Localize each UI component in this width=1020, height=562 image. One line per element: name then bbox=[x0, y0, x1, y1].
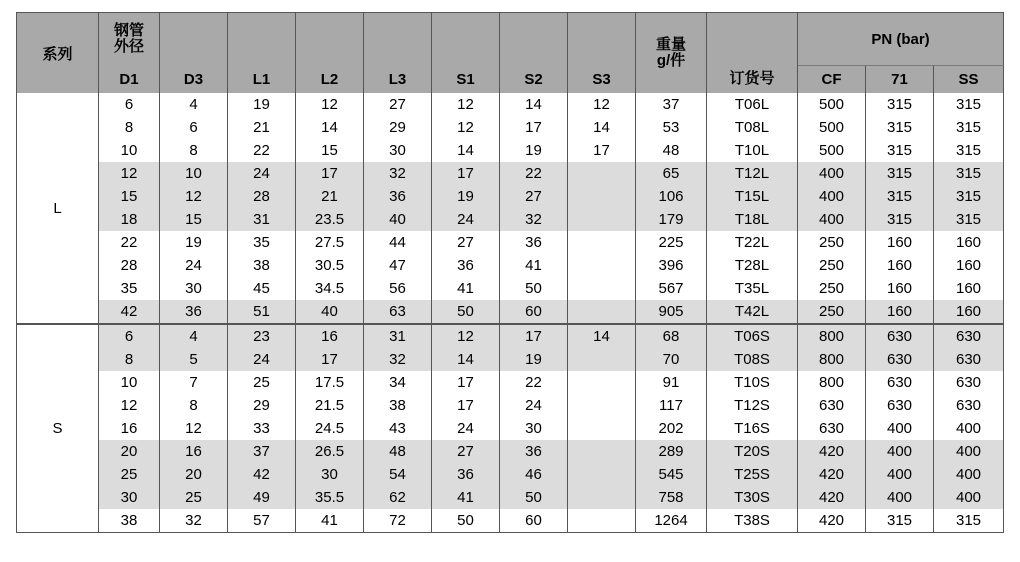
cell-l1: 29 bbox=[228, 394, 296, 417]
cell-pn-cf: 250 bbox=[798, 300, 866, 324]
cell-weight: 68 bbox=[636, 324, 707, 348]
cell-pn-ss: 160 bbox=[934, 254, 1004, 277]
cell-d1: 10 bbox=[99, 139, 160, 162]
cell-pn-71: 315 bbox=[866, 208, 934, 231]
cell-pn-ss: 315 bbox=[934, 162, 1004, 185]
cell-pn-71: 160 bbox=[866, 277, 934, 300]
cell-l2: 35.5 bbox=[296, 486, 364, 509]
cell-d3: 19 bbox=[160, 231, 228, 254]
cell-l2: 21.5 bbox=[296, 394, 364, 417]
cell-d3: 25 bbox=[160, 486, 228, 509]
cell-d1: 22 bbox=[99, 231, 160, 254]
cell-weight: 91 bbox=[636, 371, 707, 394]
cell-s2: 24 bbox=[500, 394, 568, 417]
cell-pn-71: 400 bbox=[866, 440, 934, 463]
cell-pn-71: 400 bbox=[866, 486, 934, 509]
cell-d3: 15 bbox=[160, 208, 228, 231]
header-L2: L2 bbox=[296, 13, 364, 94]
cell-s1: 14 bbox=[432, 348, 500, 371]
cell-order-no: T16S bbox=[707, 417, 798, 440]
cell-l2: 40 bbox=[296, 300, 364, 324]
cell-l1: 25 bbox=[228, 371, 296, 394]
cell-s1: 36 bbox=[432, 254, 500, 277]
cell-pn-cf: 420 bbox=[798, 486, 866, 509]
cell-l2: 16 bbox=[296, 324, 364, 348]
cell-l3: 30 bbox=[364, 139, 432, 162]
cell-l2: 27.5 bbox=[296, 231, 364, 254]
header-D3: D3 bbox=[160, 13, 228, 94]
table-row bbox=[17, 162, 1004, 185]
cell-s3 bbox=[568, 348, 636, 371]
cell-weight: 905 bbox=[636, 300, 707, 324]
table-row bbox=[17, 417, 1004, 440]
cell-s1: 19 bbox=[432, 185, 500, 208]
header-S2: S2 bbox=[500, 13, 568, 94]
cell-l1: 22 bbox=[228, 139, 296, 162]
cell-weight: 545 bbox=[636, 463, 707, 486]
cell-s1: 36 bbox=[432, 463, 500, 486]
cell-l2: 26.5 bbox=[296, 440, 364, 463]
cell-d3: 32 bbox=[160, 509, 228, 533]
header-S1: S1 bbox=[432, 13, 500, 94]
cell-s3 bbox=[568, 208, 636, 231]
cell-weight: 1264 bbox=[636, 509, 707, 533]
cell-d3: 10 bbox=[160, 162, 228, 185]
cell-l3: 32 bbox=[364, 348, 432, 371]
cell-order-no: T42L bbox=[707, 300, 798, 324]
cell-weight: 53 bbox=[636, 116, 707, 139]
cell-weight: 65 bbox=[636, 162, 707, 185]
table-row bbox=[17, 116, 1004, 139]
cell-l1: 23 bbox=[228, 324, 296, 348]
cell-pn-71: 315 bbox=[866, 162, 934, 185]
cell-order-no: T08S bbox=[707, 348, 798, 371]
cell-pn-cf: 800 bbox=[798, 348, 866, 371]
cell-pn-71: 400 bbox=[866, 417, 934, 440]
cell-pn-cf: 250 bbox=[798, 277, 866, 300]
cell-d1: 42 bbox=[99, 300, 160, 324]
table-row bbox=[17, 509, 1004, 533]
header-pipe-od: 钢管 外径 bbox=[99, 13, 160, 66]
cell-pn-ss: 315 bbox=[934, 208, 1004, 231]
cell-pn-cf: 400 bbox=[798, 185, 866, 208]
cell-pn-ss: 400 bbox=[934, 417, 1004, 440]
cell-s3 bbox=[568, 417, 636, 440]
fitting-spec-table bbox=[16, 12, 1004, 533]
cell-d3: 8 bbox=[160, 394, 228, 417]
cell-l2: 17 bbox=[296, 162, 364, 185]
table-row bbox=[17, 463, 1004, 486]
cell-s3 bbox=[568, 440, 636, 463]
cell-l2: 15 bbox=[296, 139, 364, 162]
cell-l3: 29 bbox=[364, 116, 432, 139]
cell-weight: 567 bbox=[636, 277, 707, 300]
header-weight: 重量 g/件 bbox=[636, 13, 707, 94]
cell-d3: 7 bbox=[160, 371, 228, 394]
cell-s1: 14 bbox=[432, 139, 500, 162]
cell-pn-71: 400 bbox=[866, 463, 934, 486]
cell-pn-71: 630 bbox=[866, 371, 934, 394]
table-row bbox=[17, 185, 1004, 208]
cell-l1: 37 bbox=[228, 440, 296, 463]
cell-pn-cf: 420 bbox=[798, 509, 866, 533]
cell-pn-ss: 160 bbox=[934, 277, 1004, 300]
cell-l1: 49 bbox=[228, 486, 296, 509]
cell-l2: 21 bbox=[296, 185, 364, 208]
cell-pn-ss: 315 bbox=[934, 139, 1004, 162]
cell-l1: 19 bbox=[228, 93, 296, 116]
cell-s2: 22 bbox=[500, 162, 568, 185]
cell-order-no: T28L bbox=[707, 254, 798, 277]
cell-d3: 4 bbox=[160, 324, 228, 348]
header-SS: SS bbox=[934, 66, 1004, 94]
cell-s3: 14 bbox=[568, 116, 636, 139]
cell-s2: 50 bbox=[500, 486, 568, 509]
cell-pn-ss: 630 bbox=[934, 371, 1004, 394]
cell-d1: 35 bbox=[99, 277, 160, 300]
cell-s3 bbox=[568, 486, 636, 509]
cell-l3: 34 bbox=[364, 371, 432, 394]
cell-l2: 30 bbox=[296, 463, 364, 486]
cell-l1: 21 bbox=[228, 116, 296, 139]
table-header bbox=[17, 13, 1004, 94]
cell-pn-71: 630 bbox=[866, 394, 934, 417]
cell-l3: 36 bbox=[364, 185, 432, 208]
cell-s1: 17 bbox=[432, 394, 500, 417]
cell-pn-71: 630 bbox=[866, 348, 934, 371]
cell-pn-71: 160 bbox=[866, 300, 934, 324]
cell-s3 bbox=[568, 254, 636, 277]
cell-order-no: T06S bbox=[707, 324, 798, 348]
cell-l2: 24.5 bbox=[296, 417, 364, 440]
cell-weight: 106 bbox=[636, 185, 707, 208]
cell-order-no: T22L bbox=[707, 231, 798, 254]
cell-s2: 36 bbox=[500, 440, 568, 463]
cell-s2: 27 bbox=[500, 185, 568, 208]
cell-weight: 179 bbox=[636, 208, 707, 231]
cell-s3 bbox=[568, 231, 636, 254]
cell-d3: 4 bbox=[160, 93, 228, 116]
header-S3: S3 bbox=[568, 13, 636, 94]
cell-pn-ss: 315 bbox=[934, 116, 1004, 139]
cell-weight: 117 bbox=[636, 394, 707, 417]
cell-order-no: T20S bbox=[707, 440, 798, 463]
cell-weight: 202 bbox=[636, 417, 707, 440]
cell-d1: 6 bbox=[99, 324, 160, 348]
cell-s1: 12 bbox=[432, 93, 500, 116]
cell-l3: 62 bbox=[364, 486, 432, 509]
cell-d1: 6 bbox=[99, 93, 160, 116]
cell-order-no: T12S bbox=[707, 394, 798, 417]
cell-s1: 50 bbox=[432, 509, 500, 533]
header-D1: D1 bbox=[99, 66, 160, 94]
cell-s3: 17 bbox=[568, 139, 636, 162]
cell-pn-cf: 420 bbox=[798, 440, 866, 463]
cell-s3: 14 bbox=[568, 324, 636, 348]
cell-s1: 50 bbox=[432, 300, 500, 324]
cell-order-no: T10S bbox=[707, 371, 798, 394]
cell-s1: 17 bbox=[432, 162, 500, 185]
cell-l3: 31 bbox=[364, 324, 432, 348]
cell-s2: 17 bbox=[500, 324, 568, 348]
cell-pn-cf: 500 bbox=[798, 116, 866, 139]
header-order-no: 订货号 bbox=[707, 13, 798, 94]
cell-s2: 19 bbox=[500, 348, 568, 371]
cell-order-no: T35L bbox=[707, 277, 798, 300]
table-row bbox=[17, 440, 1004, 463]
cell-pn-cf: 250 bbox=[798, 231, 866, 254]
cell-order-no: T12L bbox=[707, 162, 798, 185]
cell-pn-71: 160 bbox=[866, 231, 934, 254]
cell-s1: 12 bbox=[432, 324, 500, 348]
cell-l3: 56 bbox=[364, 277, 432, 300]
cell-weight: 758 bbox=[636, 486, 707, 509]
cell-d3: 12 bbox=[160, 185, 228, 208]
header-71: 71 bbox=[866, 66, 934, 94]
table-row bbox=[17, 139, 1004, 162]
cell-d3: 8 bbox=[160, 139, 228, 162]
cell-l1: 33 bbox=[228, 417, 296, 440]
cell-order-no: T18L bbox=[707, 208, 798, 231]
cell-pn-71: 315 bbox=[866, 93, 934, 116]
cell-d1: 30 bbox=[99, 486, 160, 509]
header-series: 系列 bbox=[17, 13, 99, 94]
cell-s3 bbox=[568, 277, 636, 300]
cell-l1: 24 bbox=[228, 348, 296, 371]
cell-l2: 17 bbox=[296, 348, 364, 371]
cell-l3: 72 bbox=[364, 509, 432, 533]
cell-pn-ss: 315 bbox=[934, 509, 1004, 533]
table-row bbox=[17, 300, 1004, 324]
cell-s3 bbox=[568, 394, 636, 417]
cell-pn-cf: 630 bbox=[798, 394, 866, 417]
cell-s2: 19 bbox=[500, 139, 568, 162]
cell-s1: 17 bbox=[432, 371, 500, 394]
cell-d3: 30 bbox=[160, 277, 228, 300]
cell-pn-71: 630 bbox=[866, 324, 934, 348]
cell-s1: 24 bbox=[432, 208, 500, 231]
cell-l3: 32 bbox=[364, 162, 432, 185]
cell-pn-ss: 630 bbox=[934, 394, 1004, 417]
cell-l2: 12 bbox=[296, 93, 364, 116]
header-L1: L1 bbox=[228, 13, 296, 94]
cell-order-no: T30S bbox=[707, 486, 798, 509]
table-body bbox=[17, 93, 1004, 533]
cell-order-no: T15L bbox=[707, 185, 798, 208]
cell-order-no: T38S bbox=[707, 509, 798, 533]
cell-s3 bbox=[568, 463, 636, 486]
cell-l1: 57 bbox=[228, 509, 296, 533]
header-L3: L3 bbox=[364, 13, 432, 94]
cell-pn-cf: 800 bbox=[798, 371, 866, 394]
cell-l1: 51 bbox=[228, 300, 296, 324]
cell-l2: 23.5 bbox=[296, 208, 364, 231]
cell-s1: 12 bbox=[432, 116, 500, 139]
cell-pn-ss: 315 bbox=[934, 93, 1004, 116]
table-row bbox=[17, 93, 1004, 116]
cell-weight: 289 bbox=[636, 440, 707, 463]
cell-d3: 16 bbox=[160, 440, 228, 463]
cell-l2: 14 bbox=[296, 116, 364, 139]
cell-pn-ss: 400 bbox=[934, 463, 1004, 486]
cell-s2: 60 bbox=[500, 300, 568, 324]
cell-l2: 34.5 bbox=[296, 277, 364, 300]
cell-pn-cf: 800 bbox=[798, 324, 866, 348]
table-row bbox=[17, 486, 1004, 509]
cell-weight: 37 bbox=[636, 93, 707, 116]
cell-pn-ss: 315 bbox=[934, 185, 1004, 208]
cell-l3: 38 bbox=[364, 394, 432, 417]
cell-s3 bbox=[568, 162, 636, 185]
cell-s2: 14 bbox=[500, 93, 568, 116]
cell-l1: 35 bbox=[228, 231, 296, 254]
cell-pn-71: 315 bbox=[866, 116, 934, 139]
cell-s3 bbox=[568, 185, 636, 208]
cell-l2: 41 bbox=[296, 509, 364, 533]
cell-l3: 40 bbox=[364, 208, 432, 231]
cell-pn-71: 160 bbox=[866, 254, 934, 277]
cell-d1: 15 bbox=[99, 185, 160, 208]
cell-d1: 25 bbox=[99, 463, 160, 486]
cell-s1: 24 bbox=[432, 417, 500, 440]
cell-s3 bbox=[568, 371, 636, 394]
cell-d1: 38 bbox=[99, 509, 160, 533]
table-row bbox=[17, 348, 1004, 371]
cell-weight: 48 bbox=[636, 139, 707, 162]
cell-pn-ss: 400 bbox=[934, 440, 1004, 463]
cell-s2: 22 bbox=[500, 371, 568, 394]
cell-l1: 45 bbox=[228, 277, 296, 300]
cell-pn-cf: 630 bbox=[798, 417, 866, 440]
cell-s1: 27 bbox=[432, 231, 500, 254]
cell-s2: 36 bbox=[500, 231, 568, 254]
cell-s2: 41 bbox=[500, 254, 568, 277]
cell-pn-cf: 400 bbox=[798, 208, 866, 231]
cell-d3: 24 bbox=[160, 254, 228, 277]
cell-l3: 48 bbox=[364, 440, 432, 463]
cell-pn-cf: 420 bbox=[798, 463, 866, 486]
cell-s2: 46 bbox=[500, 463, 568, 486]
cell-s3 bbox=[568, 509, 636, 533]
cell-pn-71: 315 bbox=[866, 139, 934, 162]
table-row bbox=[17, 254, 1004, 277]
cell-l1: 42 bbox=[228, 463, 296, 486]
cell-d1: 8 bbox=[99, 116, 160, 139]
cell-d1: 8 bbox=[99, 348, 160, 371]
cell-l3: 27 bbox=[364, 93, 432, 116]
cell-pn-ss: 630 bbox=[934, 324, 1004, 348]
cell-d1: 28 bbox=[99, 254, 160, 277]
cell-l3: 47 bbox=[364, 254, 432, 277]
cell-s2: 32 bbox=[500, 208, 568, 231]
cell-pn-ss: 160 bbox=[934, 300, 1004, 324]
cell-l2: 17.5 bbox=[296, 371, 364, 394]
header-pn-group: PN (bar) bbox=[798, 13, 1004, 66]
table-row bbox=[17, 277, 1004, 300]
table-row bbox=[17, 371, 1004, 394]
cell-d1: 16 bbox=[99, 417, 160, 440]
cell-order-no: T10L bbox=[707, 139, 798, 162]
cell-order-no: T25S bbox=[707, 463, 798, 486]
cell-l1: 28 bbox=[228, 185, 296, 208]
cell-s3 bbox=[568, 300, 636, 324]
cell-order-no: T06L bbox=[707, 93, 798, 116]
cell-s2: 17 bbox=[500, 116, 568, 139]
cell-l3: 43 bbox=[364, 417, 432, 440]
cell-s3: 12 bbox=[568, 93, 636, 116]
cell-order-no: T08L bbox=[707, 116, 798, 139]
cell-weight: 396 bbox=[636, 254, 707, 277]
cell-s2: 50 bbox=[500, 277, 568, 300]
cell-s2: 60 bbox=[500, 509, 568, 533]
cell-s1: 41 bbox=[432, 277, 500, 300]
cell-l3: 54 bbox=[364, 463, 432, 486]
series-cell: L bbox=[17, 93, 99, 324]
cell-d3: 5 bbox=[160, 348, 228, 371]
cell-pn-71: 315 bbox=[866, 509, 934, 533]
table-row bbox=[17, 208, 1004, 231]
cell-pn-ss: 160 bbox=[934, 231, 1004, 254]
cell-l1: 24 bbox=[228, 162, 296, 185]
cell-d1: 12 bbox=[99, 162, 160, 185]
cell-d1: 10 bbox=[99, 371, 160, 394]
cell-d1: 12 bbox=[99, 394, 160, 417]
cell-pn-cf: 250 bbox=[798, 254, 866, 277]
cell-l1: 38 bbox=[228, 254, 296, 277]
cell-s1: 27 bbox=[432, 440, 500, 463]
cell-l1: 31 bbox=[228, 208, 296, 231]
cell-weight: 225 bbox=[636, 231, 707, 254]
table-row bbox=[17, 324, 1004, 348]
cell-d1: 20 bbox=[99, 440, 160, 463]
cell-pn-71: 315 bbox=[866, 185, 934, 208]
cell-pn-ss: 630 bbox=[934, 348, 1004, 371]
cell-weight: 70 bbox=[636, 348, 707, 371]
cell-d3: 20 bbox=[160, 463, 228, 486]
cell-s1: 41 bbox=[432, 486, 500, 509]
cell-pn-cf: 400 bbox=[798, 162, 866, 185]
cell-l2: 30.5 bbox=[296, 254, 364, 277]
cell-s2: 30 bbox=[500, 417, 568, 440]
cell-d1: 18 bbox=[99, 208, 160, 231]
cell-l3: 44 bbox=[364, 231, 432, 254]
cell-d3: 12 bbox=[160, 417, 228, 440]
cell-d3: 6 bbox=[160, 116, 228, 139]
cell-l3: 63 bbox=[364, 300, 432, 324]
cell-pn-ss: 400 bbox=[934, 486, 1004, 509]
table-row bbox=[17, 231, 1004, 254]
cell-d3: 36 bbox=[160, 300, 228, 324]
series-cell: S bbox=[17, 324, 99, 533]
cell-pn-cf: 500 bbox=[798, 139, 866, 162]
cell-pn-cf: 500 bbox=[798, 93, 866, 116]
table-row bbox=[17, 394, 1004, 417]
header-CF: CF bbox=[798, 66, 866, 94]
